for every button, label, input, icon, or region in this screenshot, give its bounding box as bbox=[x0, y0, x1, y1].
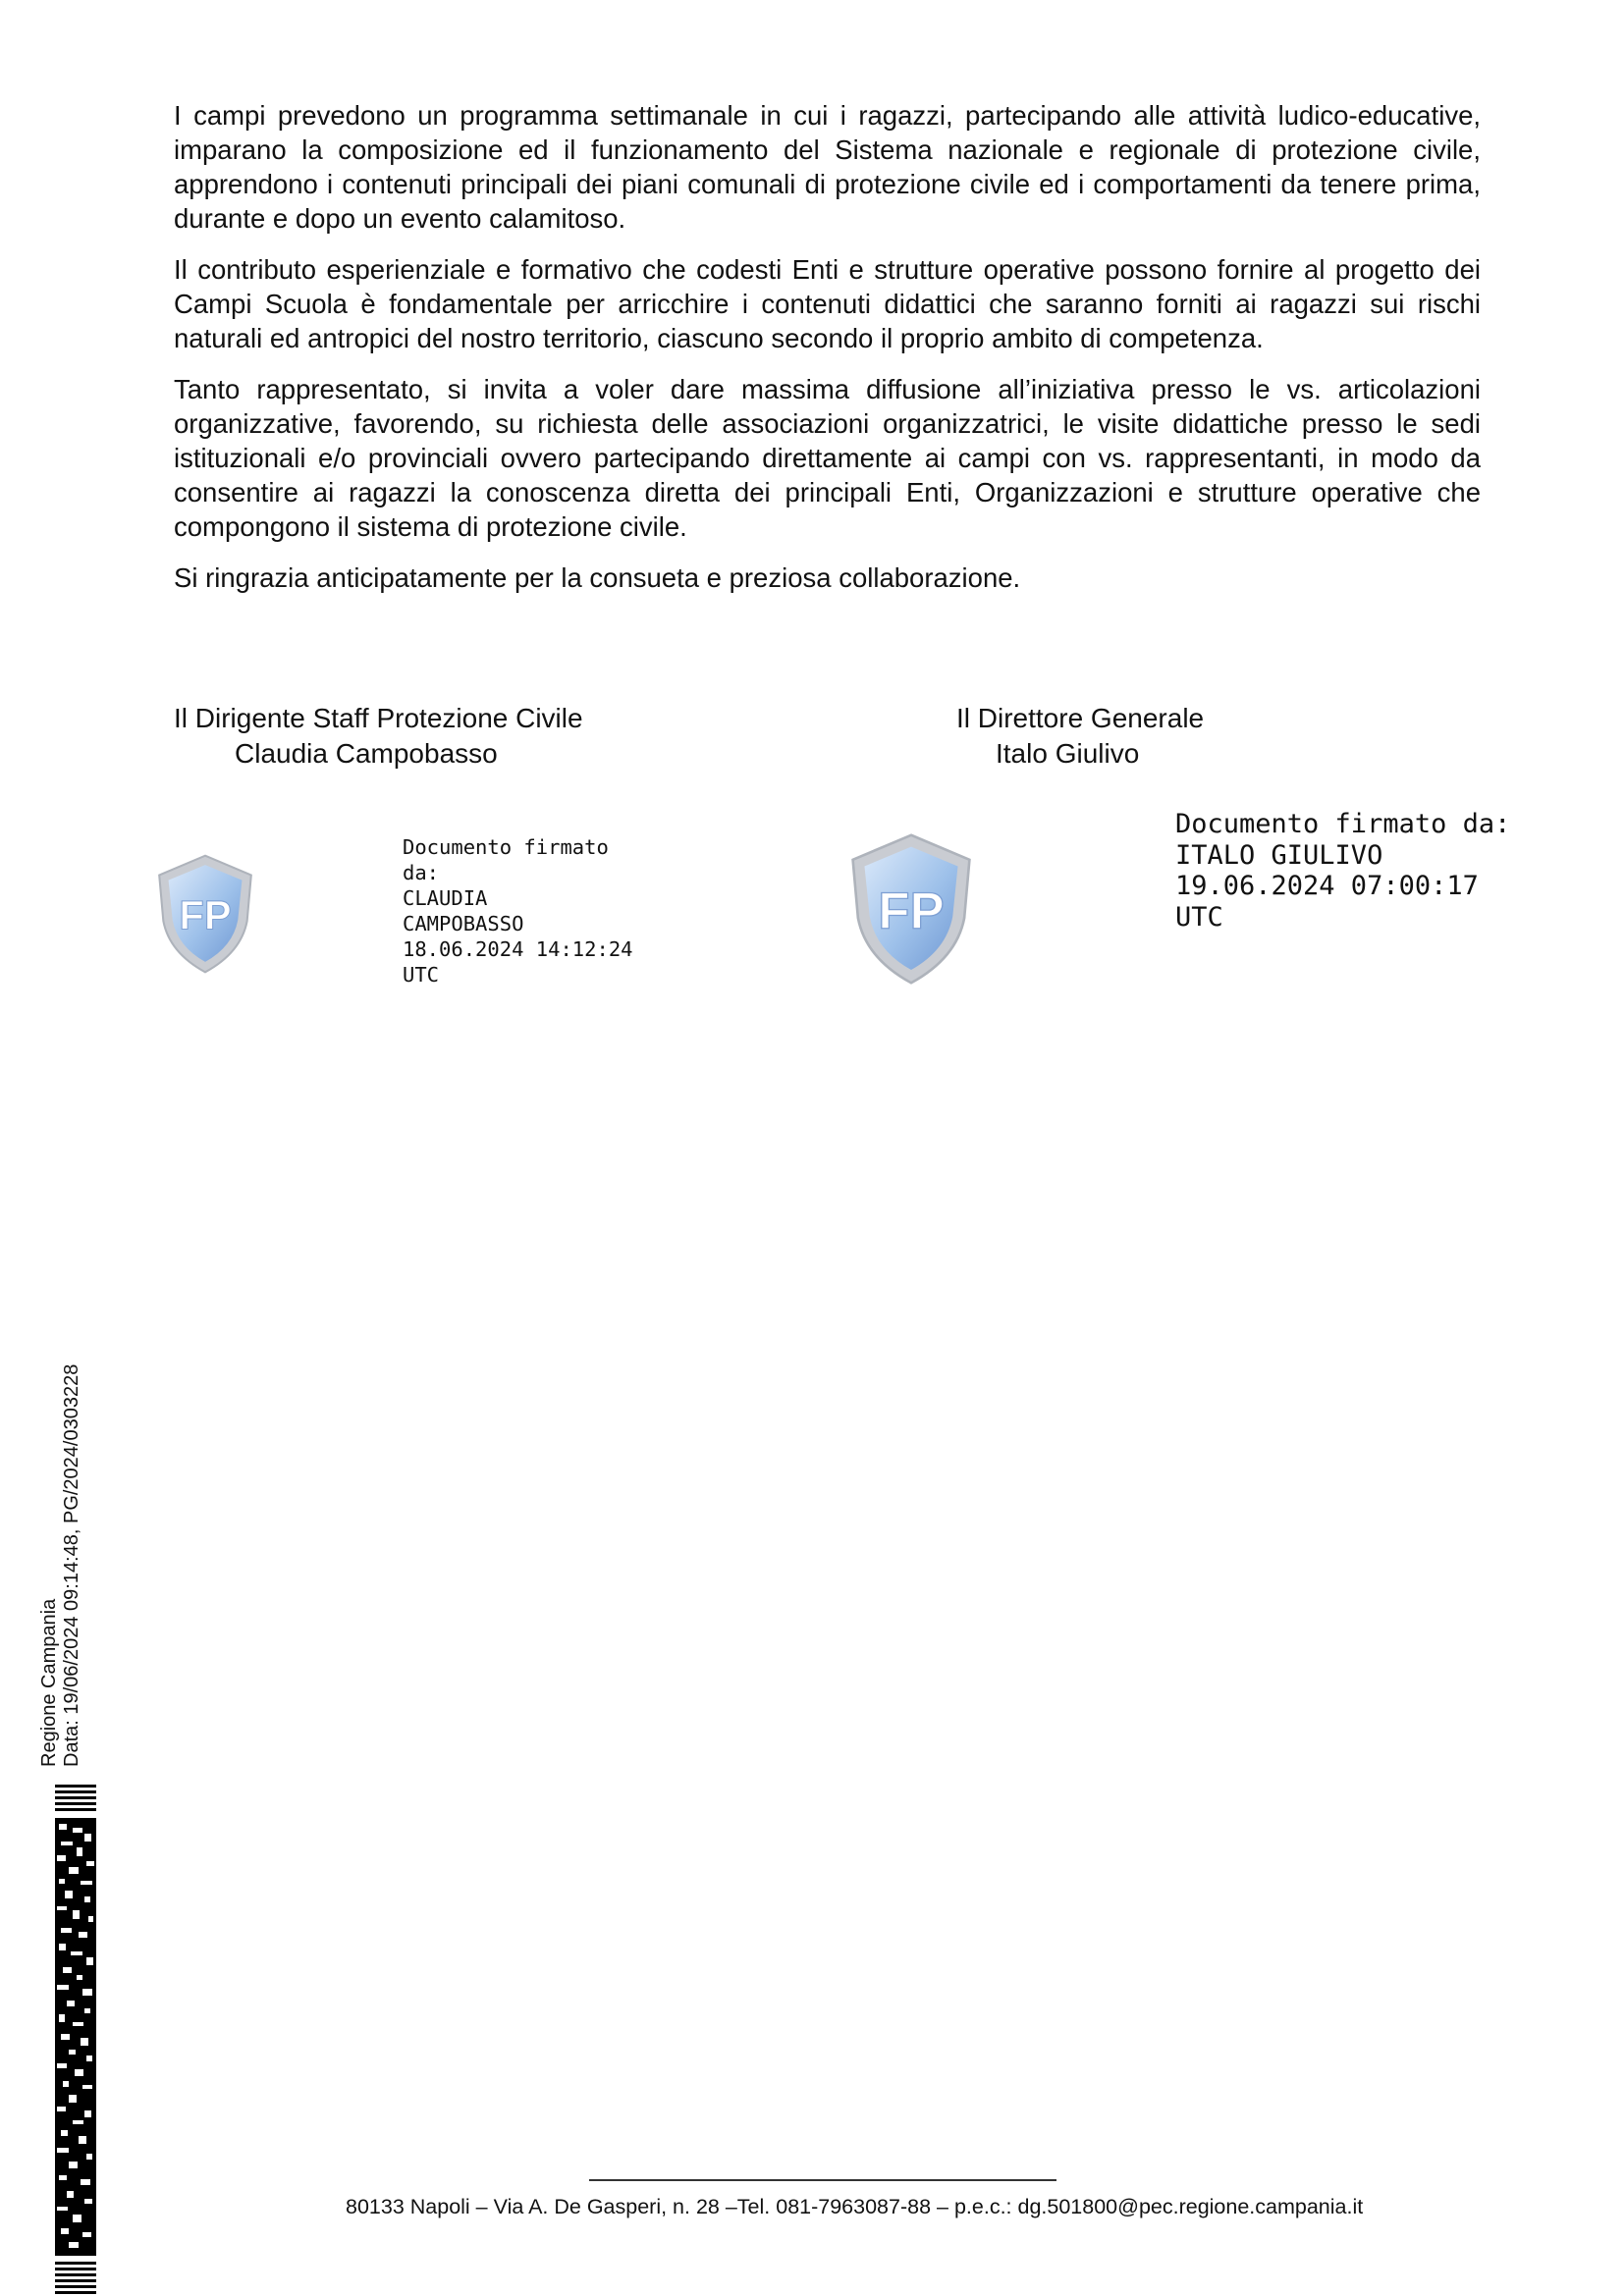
protocol-stamp bbox=[38, 1364, 83, 1767]
letter-body bbox=[174, 98, 1481, 612]
digital-signature-shield-icon-right bbox=[846, 830, 976, 988]
logo-text-left: FP bbox=[179, 891, 232, 938]
right-signatory-name: Italo Giulivo bbox=[996, 738, 1140, 769]
paragraph-contributo: Il contributo esperienziale e formativo che codesti Enti e strutture operative possono fornire al progetto dei Campi Scuola è fondamentale per arricchire i contenuti didattici che saranno forniti ai ragazzi sui rischi naturali ed antropici del nostro territorio, ciascuno secondo il proprio ambito di competenza. bbox=[174, 254, 1481, 353]
protocol-date-number: Data: 19/06/2024 09:14:48, PG/2024/0303228 bbox=[61, 1363, 82, 1767]
protocol-entity: Regione Campania bbox=[38, 1598, 60, 1767]
paragraph-invito: Tanto rappresentato, si invita a voler dare massima diffusione all’iniziativa presso le vs. articolazioni organizzative, favorendo, su richiesta delle associazioni organizzatrici, le visite didattiche presso le sedi istituzionali e/o provinciali ovvero partecipando direttamente ai campi con vs. rappresentanti, in modo da consentire ai ragazzi la conoscenza diretta dei principali Enti, Organizzazioni e strutture operative che compongono il sistema di protezione civile. bbox=[174, 374, 1481, 542]
left-signatory-name: Claudia Campobasso bbox=[235, 738, 498, 769]
right-signature-stamp: Documento firmato da: ITALO GIULIVO 19.06.2024 07:00:17 UTC bbox=[1175, 809, 1511, 933]
left-signature-stamp: Documento firmato da: CLAUDIA CAMPOBASSO 18.06.2024 14:12:24 UTC bbox=[403, 835, 633, 987]
protocol-barcode bbox=[55, 1785, 96, 2295]
paragraph-ringraziamento: Si ringrazia anticipatamente per la consueta e preziosa collaborazione. bbox=[174, 562, 1021, 593]
left-signatory-role: Il Dirigente Staff Protezione Civile bbox=[174, 703, 583, 733]
footer-address: 80133 Napoli – Via A. De Gasperi, n. 28 –Tel. 081-7963087-88 – p.e.c.: dg.501800@pec.regione.campania.it bbox=[346, 2195, 1364, 2218]
barcode-top-guard-bars bbox=[55, 1785, 96, 1811]
logo-text-right: FP bbox=[878, 881, 945, 940]
footer-divider bbox=[589, 2179, 1056, 2181]
barcode-bottom-guard-bars bbox=[55, 2262, 96, 2294]
right-signatory-role: Il Direttore Generale bbox=[956, 703, 1205, 733]
digital-signature-shield-icon-left bbox=[154, 852, 256, 976]
paragraph-campi: I campi prevedono un programma settimanale in cui i ragazzi, partecipando alle attività ludico-educative, imparano la composizione ed il funzionamento del Sistema nazionale e regionale di protezione civile, apprendono i contenuti principali dei piani comunali di protezione civile ed i comportamenti da tenere prima, durante e dopo un evento calamitoso. bbox=[174, 100, 1481, 234]
